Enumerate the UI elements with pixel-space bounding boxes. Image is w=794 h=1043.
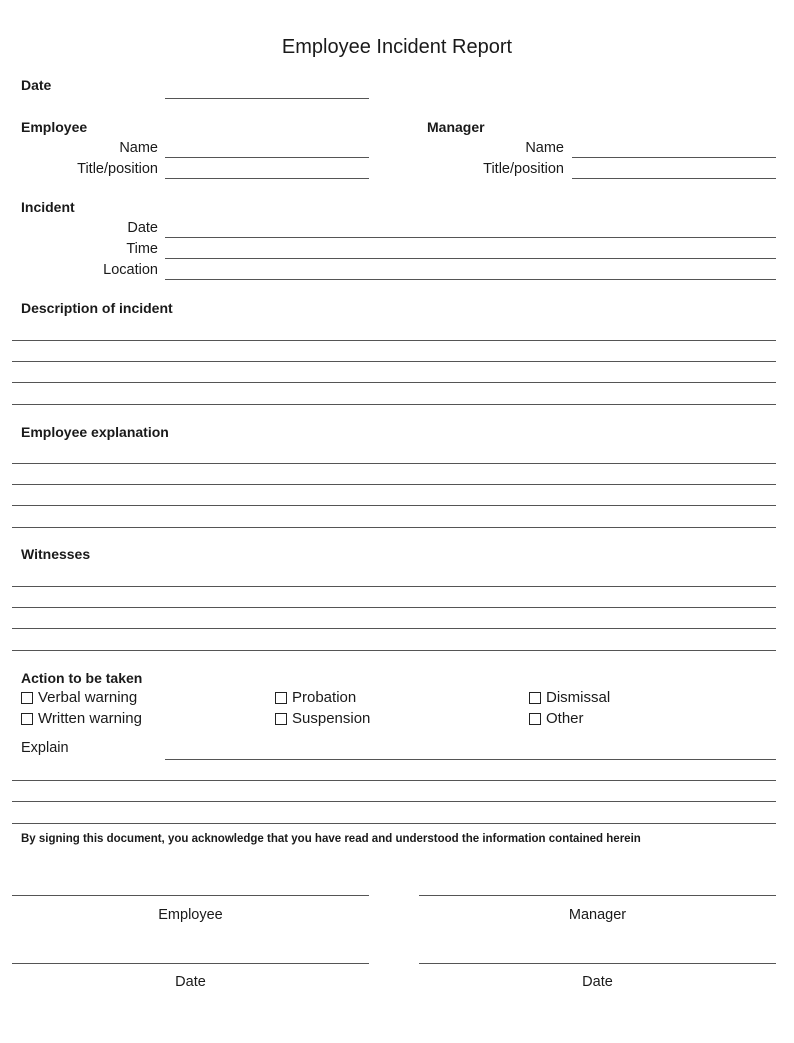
- date-label: Date: [21, 77, 52, 93]
- manager-heading: Manager: [427, 119, 485, 135]
- explain-label: Explain: [21, 740, 69, 756]
- checkbox-verbal-warning[interactable]: [21, 689, 137, 706]
- manager-date-field[interactable]: [419, 963, 776, 964]
- employee-signature-field[interactable]: [12, 895, 369, 896]
- explain-line[interactable]: [12, 780, 776, 781]
- manager-date-label: Date: [582, 974, 613, 990]
- explanation-line[interactable]: [12, 505, 776, 506]
- incident-location-label: Location: [103, 262, 158, 278]
- acknowledgement-text: By signing this document, you acknowledge that you have read and understood the information contained herein: [21, 833, 641, 845]
- employee-heading: Employee: [21, 119, 88, 135]
- checkbox-label: Other: [546, 710, 584, 727]
- checkbox-suspension[interactable]: [275, 710, 370, 727]
- incident-time-label: Time: [126, 241, 158, 257]
- checkbox-icon[interactable]: [529, 713, 541, 725]
- checkbox-label: Probation: [292, 689, 357, 706]
- manager-title-label: Title/position: [483, 161, 564, 177]
- manager-name-label: Name: [525, 140, 564, 156]
- checkbox-probation[interactable]: [275, 689, 356, 706]
- description-line[interactable]: [12, 340, 776, 341]
- incident-date-label: Date: [127, 220, 158, 236]
- employee-name-label: Name: [119, 140, 158, 156]
- witnesses-line[interactable]: [12, 628, 776, 629]
- description-line[interactable]: [12, 404, 776, 405]
- explanation-line[interactable]: [12, 484, 776, 485]
- incident-date-field[interactable]: [165, 237, 776, 238]
- witnesses-line[interactable]: [12, 607, 776, 608]
- checkbox-icon[interactable]: [21, 713, 33, 725]
- checkbox-dismissal[interactable]: [529, 689, 610, 706]
- incident-location-field[interactable]: [165, 279, 776, 280]
- manager-signature-label: Manager: [568, 907, 627, 923]
- description-line[interactable]: [12, 361, 776, 362]
- checkbox-label: Verbal warning: [38, 689, 138, 706]
- employee-title-label: Title/position: [77, 161, 158, 177]
- explain-line[interactable]: [12, 823, 776, 824]
- employee-title-field[interactable]: [165, 178, 369, 179]
- description-heading: Description of incident: [21, 300, 173, 316]
- manager-signature-field[interactable]: [419, 895, 776, 896]
- witnesses-line[interactable]: [12, 650, 776, 651]
- incident-time-field[interactable]: [165, 258, 776, 259]
- date-field[interactable]: [165, 98, 369, 99]
- checkbox-icon[interactable]: [21, 692, 33, 704]
- employee-signature-label: Employee: [158, 907, 223, 923]
- explain-field[interactable]: [165, 759, 776, 760]
- explanation-line[interactable]: [12, 527, 776, 528]
- manager-title-field[interactable]: [572, 178, 776, 179]
- checkbox-other[interactable]: [529, 710, 584, 727]
- action-heading: Action to be taken: [21, 670, 143, 686]
- checkbox-label: Suspension: [292, 710, 371, 727]
- employee-date-field[interactable]: [12, 963, 369, 964]
- employee-date-label: Date: [175, 974, 206, 990]
- witnesses-heading: Witnesses: [21, 546, 91, 562]
- checkbox-label: Written warning: [38, 710, 142, 727]
- witnesses-line[interactable]: [12, 586, 776, 587]
- checkbox-icon[interactable]: [275, 713, 287, 725]
- explanation-heading: Employee explanation: [21, 424, 169, 440]
- explanation-line[interactable]: [12, 463, 776, 464]
- manager-name-field[interactable]: [572, 157, 776, 158]
- page-title: Employee Incident Report: [281, 36, 513, 58]
- checkbox-written-warning[interactable]: [21, 710, 142, 727]
- explain-line[interactable]: [12, 801, 776, 802]
- incident-heading: Incident: [21, 199, 75, 215]
- employee-name-field[interactable]: [165, 157, 369, 158]
- description-line[interactable]: [12, 382, 776, 383]
- checkbox-icon[interactable]: [529, 692, 541, 704]
- checkbox-label: Dismissal: [546, 689, 611, 706]
- checkbox-icon[interactable]: [275, 692, 287, 704]
